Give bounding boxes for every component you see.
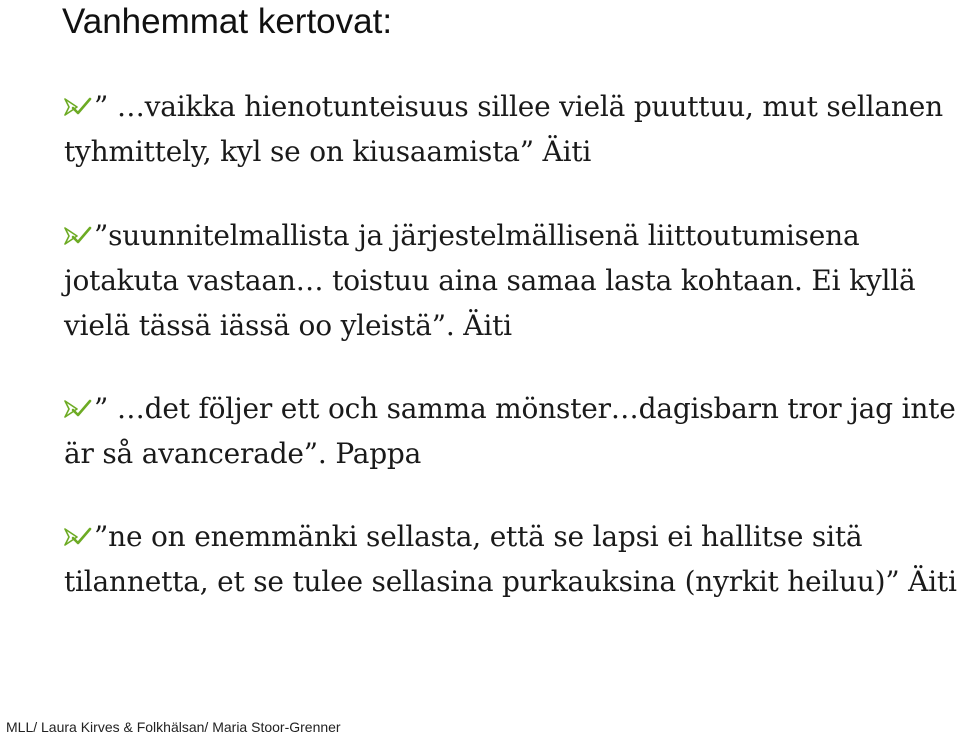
quote-text: ” …vaikka hienotunteisuus sillee vielä puuttuu, mut sellanen tyhmittely, kyl se on kiusaamista” Äiti [64, 90, 943, 168]
quote-text: ”suunnitelmallista ja järjestelmällisenä liittoutumisena jotakuta vastaan… toistuu aina samaa lasta kohtaan. Ei kyllä vielä tässä iässä oo yleistä”. Äiti [64, 219, 916, 342]
quote-item [64, 386, 960, 476]
quote-text: ”ne on enemmänki sellasta, että se lapsi ei hallitse sitä tilannetta, et se tulee sellasina purkauksina (nyrkit heiluu)” Äiti [64, 520, 957, 598]
arrow-check-bullet-icon [64, 398, 92, 420]
quote-item [64, 514, 960, 604]
arrow-check-bullet-icon [64, 526, 92, 548]
arrow-check-bullet-icon [64, 96, 92, 118]
quote-list [64, 84, 960, 643]
quote-text: ” …det följer ett och samma mönster…dagisbarn tror jag inte är så avancerade”. Pappa [64, 392, 956, 470]
footer-credit: MLL/ Laura Kirves & Folkhälsan/ Maria Stoor-Grenner [6, 719, 341, 735]
quote-item [64, 84, 960, 174]
arrow-check-bullet-icon [64, 225, 92, 247]
slide-title: Vanhemmat kertovat: [62, 2, 393, 41]
quote-item [64, 213, 960, 348]
